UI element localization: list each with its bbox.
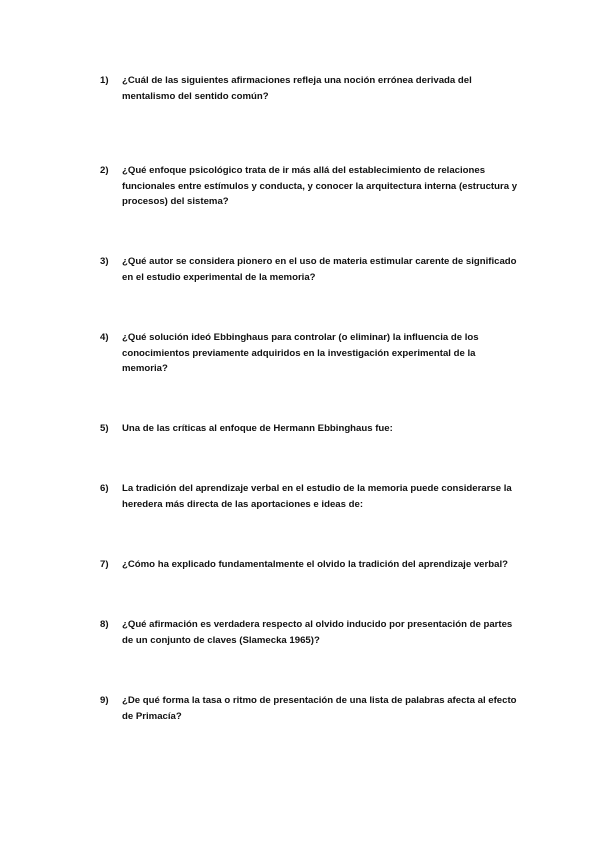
question-item: [100, 254, 520, 285]
question-text: ¿Cuál de las siguientes afirmaciones refleja una noción errónea derivada del mentalismo del sentido común?: [122, 75, 472, 102]
question-item: [100, 481, 520, 512]
question-text: ¿Qué solución ideó Ebbinghaus para controlar (o eliminar) la influencia de los conocimientos previamente adquiridos en la investigación experimental de la memoria?: [122, 332, 479, 374]
question-number: 8): [100, 619, 109, 630]
question-number: 7): [100, 559, 109, 570]
question-text: Una de las críticas al enfoque de Hermann Ebbinghaus fue:: [122, 423, 393, 434]
question-text: ¿Cómo ha explicado fundamentalmente el olvido la tradición del aprendizaje verbal?: [122, 559, 508, 570]
question-number: 6): [100, 483, 109, 494]
question-text: ¿De qué forma la tasa o ritmo de presentación de una lista de palabras afecta al efecto de Primacía?: [122, 695, 517, 722]
question-number: 9): [100, 695, 109, 706]
question-item: [100, 163, 520, 210]
question-number: 1): [100, 75, 109, 86]
question-item: [100, 693, 520, 724]
question-number: 5): [100, 423, 109, 434]
question-text: ¿Qué autor se considera pionero en el uso de materia estimular carente de significado en el estudio experimental de la memoria?: [122, 256, 517, 283]
question-item: [100, 617, 520, 648]
question-item: [100, 330, 520, 377]
question-item: [100, 557, 520, 573]
question-number: 2): [100, 165, 109, 176]
question-text: ¿Qué afirmación es verdadera respecto al olvido inducido por presentación de partes de un conjunto de claves (Slamecka 1965)?: [122, 619, 513, 646]
question-item: [100, 73, 520, 104]
question-text: La tradición del aprendizaje verbal en el estudio de la memoria puede considerarse la heredera más directa de las aportaciones e ideas de:: [122, 483, 512, 510]
question-text: ¿Qué enfoque psicológico trata de ir más allá del establecimiento de relaciones funcionales entre estímulos y conducta, y conocer la arquitectura interna (estructura y procesos) del sistema?: [122, 165, 518, 207]
question-number: 3): [100, 256, 109, 267]
question-number: 4): [100, 332, 109, 343]
question-item: [100, 421, 520, 437]
